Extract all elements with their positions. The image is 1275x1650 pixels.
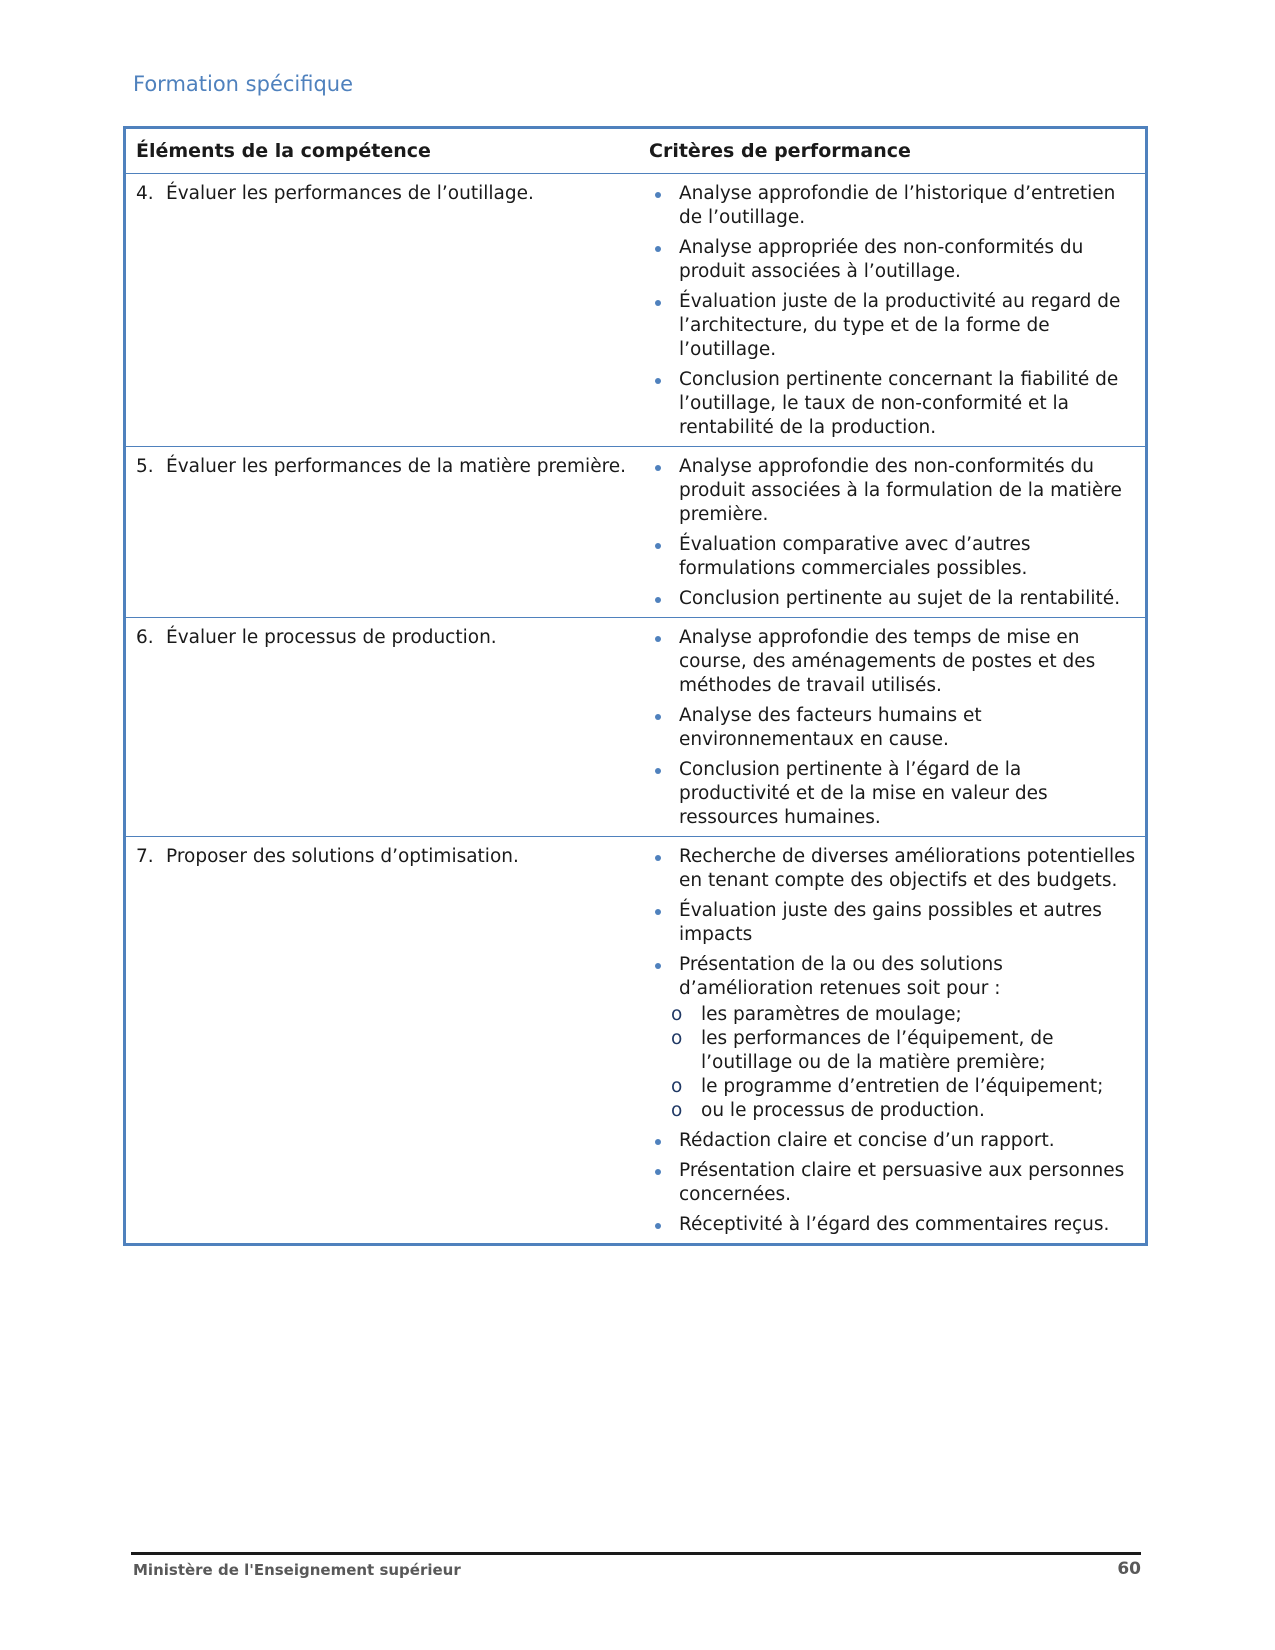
- criterion-item: Conclusion pertinente au sujet de la rentabilité.: [649, 587, 1137, 611]
- element-cell: [126, 455, 639, 611]
- sub-criteria-list: [679, 1003, 1137, 1123]
- element-text: Proposer des solutions d’optimisation.: [166, 846, 519, 867]
- element-item: [136, 626, 629, 650]
- element-text: Évaluer les performances de la matière première.: [166, 456, 627, 477]
- table-row: [126, 173, 1145, 446]
- criteria-list: [649, 626, 1137, 830]
- header-cell-elements: [126, 140, 639, 162]
- table-row: [126, 617, 1145, 836]
- competence-table: [123, 126, 1148, 1246]
- criterion-item: Conclusion pertinente à l’égard de la productivité et de la mise en valeur des ressources humaines.: [649, 758, 1137, 830]
- page-number: 60: [1117, 1559, 1141, 1579]
- section-title: Formation spécifique: [133, 72, 354, 96]
- criteria-list: [649, 845, 1137, 1237]
- criterion-item: Conclusion pertinente concernant la fiabilité de l’outillage, le taux de non-conformité et la rentabilité de la production.: [649, 368, 1137, 440]
- criterion-item: Analyse appropriée des non-conformités du produit associées à l’outillage.: [649, 236, 1137, 284]
- sub-criterion-item: o le programme d’entretien de l’équipement;: [671, 1075, 1137, 1099]
- element-cell: [126, 182, 639, 440]
- criterion-item: Analyse approfondie des non-conformités du produit associées à la formulation de la matière première.: [649, 455, 1137, 527]
- sub-criterion-item: o les paramètres de moulage;: [671, 1003, 1137, 1027]
- element-text: Évaluer les performances de l’outillage.: [166, 183, 534, 204]
- table-header-row: [126, 129, 1145, 173]
- header-criteria-label: Critères de performance: [649, 140, 911, 162]
- criterion-item: Évaluation juste des gains possibles et autres impacts: [649, 899, 1137, 947]
- criteria-cell: [639, 845, 1145, 1237]
- element-cell: [126, 626, 639, 830]
- element-item: [136, 845, 629, 869]
- header-cell-criteria: [639, 140, 1145, 162]
- table-row: [126, 446, 1145, 617]
- element-number: 5.: [136, 456, 154, 477]
- table-row: [126, 836, 1145, 1243]
- criterion-item: Réceptivité à l’égard des commentaires reçus.: [649, 1213, 1137, 1237]
- criterion-item: Recherche de diverses améliorations potentielles en tenant compte des objectifs et des budgets.: [649, 845, 1137, 893]
- criteria-cell: [639, 455, 1145, 611]
- criteria-cell: [639, 182, 1145, 440]
- footer-ministry: Ministère de l'Enseignement supérieur: [133, 1561, 461, 1579]
- criteria-list: [649, 182, 1137, 440]
- criterion-item: Évaluation juste de la productivité au regard de l’architecture, du type et de la forme de l’outillage.: [649, 290, 1137, 362]
- element-cell: [126, 845, 639, 1237]
- header-elements-label: Éléments de la compétence: [136, 140, 431, 162]
- element-number: 7.: [136, 846, 154, 867]
- criterion-text: Présentation de la ou des solutions d’amélioration retenues soit pour :: [679, 954, 1003, 999]
- sub-criterion-item: o ou le processus de production.: [671, 1099, 1137, 1123]
- criterion-item: Présentation claire et persuasive aux personnes concernées.: [649, 1159, 1137, 1207]
- criterion-item: Analyse approfondie des temps de mise en course, des aménagements de postes et des méthodes de travail utilisés.: [649, 626, 1137, 698]
- element-item: [136, 182, 629, 206]
- criterion-item: Analyse des facteurs humains et environnementaux en cause.: [649, 704, 1137, 752]
- criterion-item: Évaluation comparative avec d’autres formulations commerciales possibles.: [649, 533, 1137, 581]
- element-text: Évaluer le processus de production.: [166, 627, 497, 648]
- element-item: [136, 455, 629, 479]
- element-number: 6.: [136, 627, 154, 648]
- criterion-item: Rédaction claire et concise d’un rapport.: [649, 1129, 1137, 1153]
- element-number: 4.: [136, 183, 154, 204]
- criteria-list: [649, 455, 1137, 611]
- criterion-item: [649, 953, 1137, 1123]
- footer-rule: [131, 1552, 1141, 1555]
- criterion-item: Analyse approfondie de l’historique d’entretien de l’outillage.: [649, 182, 1137, 230]
- criteria-cell: [639, 626, 1145, 830]
- sub-criterion-item: o les performances de l’équipement, de l’outillage ou de la matière première;: [671, 1027, 1137, 1075]
